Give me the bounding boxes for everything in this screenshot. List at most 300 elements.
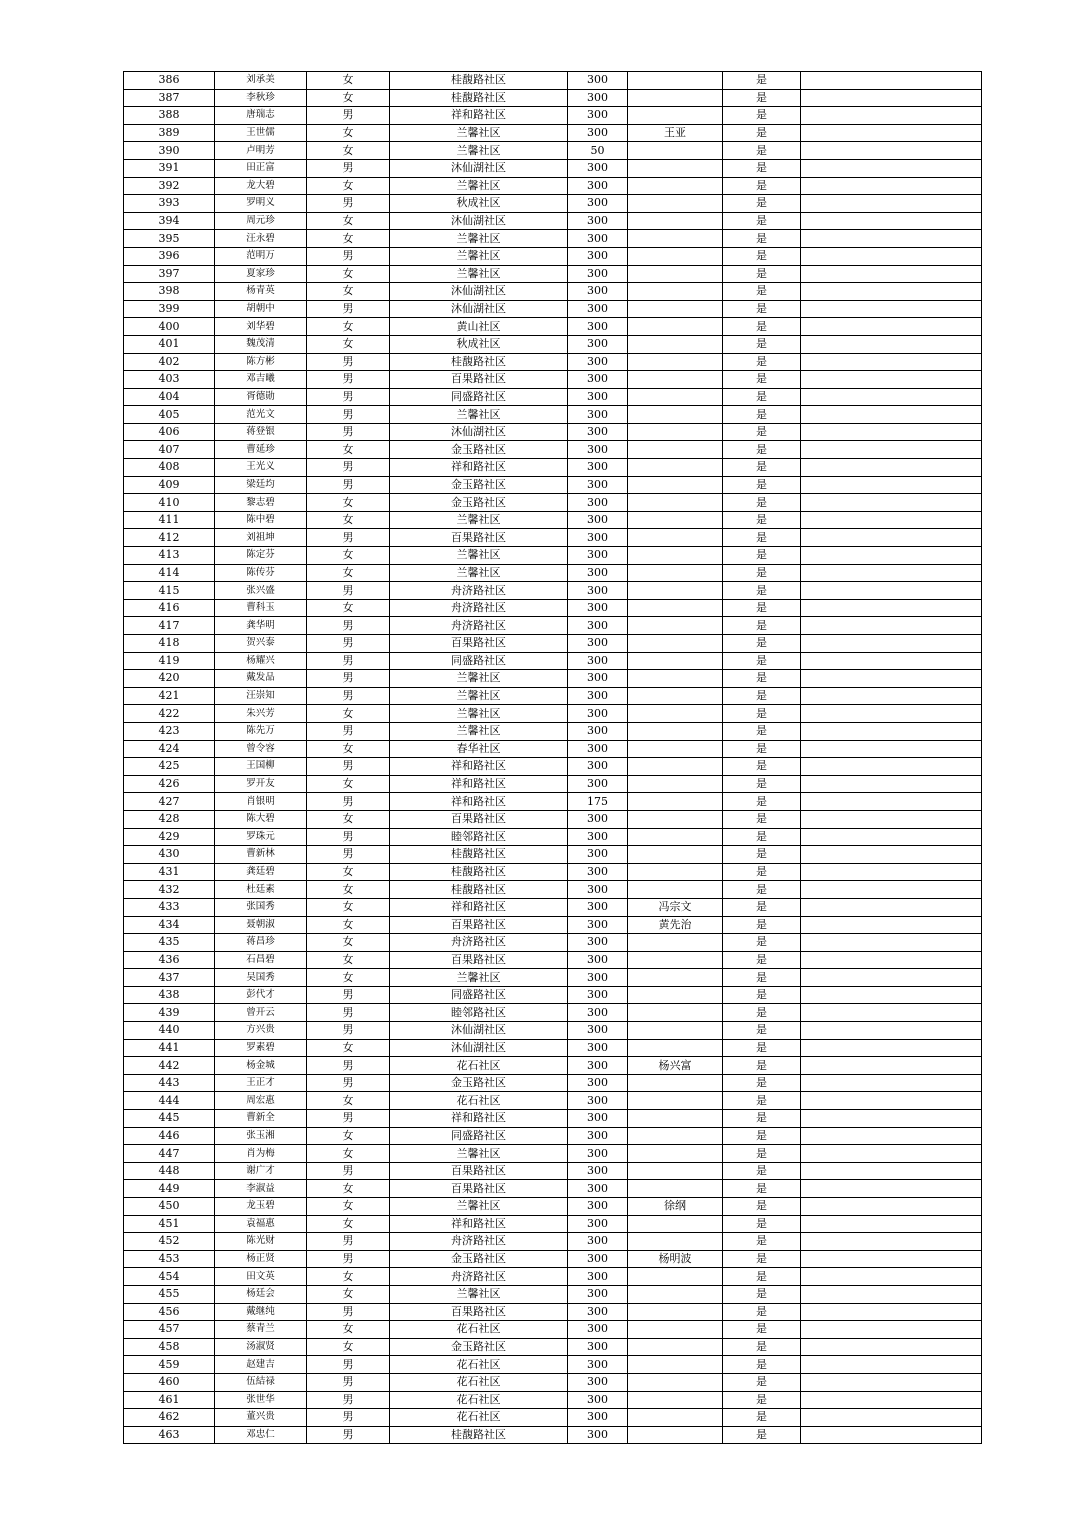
remark-cell [801, 247, 982, 265]
name-cell: 邓忠仁 [215, 1426, 307, 1444]
agent-cell [628, 793, 723, 811]
amount-cell: 300 [568, 951, 628, 969]
sex-cell: 男 [307, 1426, 390, 1444]
name-cell: 杨青英 [215, 283, 307, 301]
remark-cell [801, 1074, 982, 1092]
sex-cell: 男 [307, 1409, 390, 1427]
table-row [124, 1391, 982, 1409]
sex-cell: 男 [307, 247, 390, 265]
flag-cell: 是 [723, 705, 801, 723]
row-number-cell: 451 [124, 1215, 215, 1233]
remark-cell [801, 934, 982, 952]
amount-cell: 300 [568, 1321, 628, 1339]
community-cell: 祥和路社区 [390, 1110, 568, 1128]
agent-cell [628, 1426, 723, 1444]
sex-cell: 男 [307, 476, 390, 494]
agent-cell [628, 1092, 723, 1110]
name-cell: 汪永碧 [215, 230, 307, 248]
amount-cell: 300 [568, 1057, 628, 1075]
remark-cell [801, 740, 982, 758]
name-cell: 刘祖坤 [215, 529, 307, 547]
agent-cell [628, 1303, 723, 1321]
row-number-cell: 418 [124, 635, 215, 653]
amount-cell: 300 [568, 635, 628, 653]
agent-cell [628, 1215, 723, 1233]
amount-cell: 300 [568, 564, 628, 582]
remark-cell [801, 969, 982, 987]
table-row [124, 810, 982, 828]
agent-cell [628, 511, 723, 529]
community-cell: 沐仙湖社区 [390, 1039, 568, 1057]
table-row [124, 72, 982, 90]
amount-cell: 300 [568, 283, 628, 301]
row-number-cell: 431 [124, 863, 215, 881]
table-row [124, 476, 982, 494]
sex-cell: 女 [307, 72, 390, 90]
remark-cell [801, 599, 982, 617]
name-cell: 伍結禄 [215, 1373, 307, 1391]
flag-cell: 是 [723, 793, 801, 811]
flag-cell: 是 [723, 142, 801, 160]
row-number-cell: 413 [124, 547, 215, 565]
table-row [124, 564, 982, 582]
community-cell: 兰馨社区 [390, 247, 568, 265]
amount-cell: 300 [568, 265, 628, 283]
table-row [124, 969, 982, 987]
row-number-cell: 417 [124, 617, 215, 635]
table-row [124, 212, 982, 230]
flag-cell: 是 [723, 230, 801, 248]
amount-cell: 300 [568, 846, 628, 864]
name-cell: 曾开云 [215, 1004, 307, 1022]
amount-cell: 300 [568, 1303, 628, 1321]
community-cell: 百果路社区 [390, 529, 568, 547]
sex-cell: 女 [307, 1092, 390, 1110]
row-number-cell: 441 [124, 1039, 215, 1057]
agent-cell [628, 1285, 723, 1303]
sex-cell: 男 [307, 406, 390, 424]
agent-cell [628, 687, 723, 705]
remark-cell [801, 72, 982, 90]
row-number-cell: 437 [124, 969, 215, 987]
remark-cell [801, 617, 982, 635]
name-cell: 范光文 [215, 406, 307, 424]
row-number-cell: 432 [124, 881, 215, 899]
agent-cell: 杨兴富 [628, 1057, 723, 1075]
remark-cell [801, 265, 982, 283]
community-cell: 舟济路社区 [390, 1268, 568, 1286]
name-cell: 谢广才 [215, 1162, 307, 1180]
sex-cell: 女 [307, 124, 390, 142]
row-number-cell: 453 [124, 1250, 215, 1268]
remark-cell [801, 318, 982, 336]
sex-cell: 男 [307, 652, 390, 670]
flag-cell: 是 [723, 177, 801, 195]
name-cell: 彭代才 [215, 986, 307, 1004]
remark-cell [801, 582, 982, 600]
sex-cell: 女 [307, 1145, 390, 1163]
remark-cell [801, 863, 982, 881]
sex-cell: 男 [307, 423, 390, 441]
flag-cell: 是 [723, 511, 801, 529]
flag-cell: 是 [723, 283, 801, 301]
row-number-cell: 436 [124, 951, 215, 969]
agent-cell [628, 582, 723, 600]
name-cell: 朱兴芳 [215, 705, 307, 723]
flag-cell: 是 [723, 1215, 801, 1233]
amount-cell: 300 [568, 1198, 628, 1216]
agent-cell [628, 177, 723, 195]
name-cell: 聂朝淑 [215, 916, 307, 934]
agent-cell [628, 1338, 723, 1356]
remark-cell [801, 758, 982, 776]
amount-cell: 300 [568, 652, 628, 670]
community-cell: 舟济路社区 [390, 934, 568, 952]
flag-cell: 是 [723, 810, 801, 828]
remark-cell [801, 722, 982, 740]
row-number-cell: 388 [124, 107, 215, 125]
flag-cell: 是 [723, 687, 801, 705]
sex-cell: 女 [307, 1180, 390, 1198]
flag-cell: 是 [723, 1250, 801, 1268]
name-cell: 曾令容 [215, 740, 307, 758]
sex-cell: 女 [307, 898, 390, 916]
agent-cell [628, 881, 723, 899]
agent-cell [628, 459, 723, 477]
agent-cell [628, 159, 723, 177]
flag-cell: 是 [723, 1127, 801, 1145]
row-number-cell: 406 [124, 423, 215, 441]
name-cell: 袁福惠 [215, 1215, 307, 1233]
name-cell: 肖为梅 [215, 1145, 307, 1163]
flag-cell: 是 [723, 1180, 801, 1198]
flag-cell: 是 [723, 423, 801, 441]
row-number-cell: 390 [124, 142, 215, 160]
agent-cell [628, 388, 723, 406]
flag-cell: 是 [723, 722, 801, 740]
amount-cell: 300 [568, 934, 628, 952]
name-cell: 罗素碧 [215, 1039, 307, 1057]
sex-cell: 女 [307, 1127, 390, 1145]
agent-cell [628, 494, 723, 512]
name-cell: 陈中碧 [215, 511, 307, 529]
table-row [124, 1127, 982, 1145]
remark-cell [801, 652, 982, 670]
table-row [124, 652, 982, 670]
remark-cell [801, 353, 982, 371]
flag-cell: 是 [723, 72, 801, 90]
name-cell: 陈先万 [215, 722, 307, 740]
remark-cell [801, 459, 982, 477]
amount-cell: 300 [568, 1145, 628, 1163]
sex-cell: 女 [307, 335, 390, 353]
sex-cell: 男 [307, 828, 390, 846]
remark-cell [801, 1110, 982, 1128]
amount-cell: 300 [568, 300, 628, 318]
flag-cell: 是 [723, 758, 801, 776]
agent-cell [628, 775, 723, 793]
amount-cell: 300 [568, 72, 628, 90]
remark-cell [801, 142, 982, 160]
remark-cell [801, 793, 982, 811]
amount-cell: 300 [568, 898, 628, 916]
community-cell: 百果路社区 [390, 635, 568, 653]
row-number-cell: 420 [124, 670, 215, 688]
community-cell: 百果路社区 [390, 1180, 568, 1198]
amount-cell: 300 [568, 916, 628, 934]
community-cell: 舟济路社区 [390, 1233, 568, 1251]
name-cell: 方兴贵 [215, 1022, 307, 1040]
community-cell: 兰馨社区 [390, 564, 568, 582]
name-cell: 陈定芬 [215, 547, 307, 565]
name-cell: 王世儒 [215, 124, 307, 142]
community-cell: 花石社区 [390, 1391, 568, 1409]
table-row [124, 740, 982, 758]
name-cell: 张兴盛 [215, 582, 307, 600]
flag-cell: 是 [723, 1057, 801, 1075]
row-number-cell: 462 [124, 1409, 215, 1427]
name-cell: 王正才 [215, 1074, 307, 1092]
row-number-cell: 434 [124, 916, 215, 934]
row-number-cell: 454 [124, 1268, 215, 1286]
table-row [124, 1162, 982, 1180]
community-cell: 黄山社区 [390, 318, 568, 336]
flag-cell: 是 [723, 459, 801, 477]
table-row [124, 722, 982, 740]
sex-cell: 女 [307, 1215, 390, 1233]
sex-cell: 女 [307, 599, 390, 617]
amount-cell: 300 [568, 775, 628, 793]
row-number-cell: 404 [124, 388, 215, 406]
sex-cell: 男 [307, 793, 390, 811]
table-row [124, 687, 982, 705]
sex-cell: 男 [307, 1057, 390, 1075]
agent-cell [628, 863, 723, 881]
sex-cell: 女 [307, 212, 390, 230]
sex-cell: 女 [307, 1321, 390, 1339]
sex-cell: 男 [307, 687, 390, 705]
agent-cell [628, 740, 723, 758]
remark-cell [801, 1162, 982, 1180]
flag-cell: 是 [723, 318, 801, 336]
table-row [124, 406, 982, 424]
amount-cell: 300 [568, 582, 628, 600]
community-cell: 睦邻路社区 [390, 1004, 568, 1022]
row-number-cell: 452 [124, 1233, 215, 1251]
name-cell: 曹新林 [215, 846, 307, 864]
table-row [124, 1004, 982, 1022]
remark-cell [801, 1004, 982, 1022]
table-row [124, 1303, 982, 1321]
name-cell: 蒋昌珍 [215, 934, 307, 952]
row-number-cell: 395 [124, 230, 215, 248]
flag-cell: 是 [723, 564, 801, 582]
community-cell: 同盛路社区 [390, 986, 568, 1004]
row-number-cell: 449 [124, 1180, 215, 1198]
remark-cell [801, 687, 982, 705]
flag-cell: 是 [723, 1145, 801, 1163]
agent-cell [628, 846, 723, 864]
community-cell: 祥和路社区 [390, 898, 568, 916]
flag-cell: 是 [723, 969, 801, 987]
sex-cell: 女 [307, 547, 390, 565]
flag-cell: 是 [723, 1004, 801, 1022]
name-cell: 陈大碧 [215, 810, 307, 828]
agent-cell [628, 247, 723, 265]
table-row [124, 124, 982, 142]
sex-cell: 男 [307, 353, 390, 371]
remark-cell [801, 810, 982, 828]
remark-cell [801, 1250, 982, 1268]
agent-cell [628, 1145, 723, 1163]
community-cell: 沐仙湖社区 [390, 1022, 568, 1040]
name-cell: 龙大碧 [215, 177, 307, 195]
amount-cell: 300 [568, 617, 628, 635]
agent-cell [628, 1004, 723, 1022]
sex-cell: 女 [307, 810, 390, 828]
row-number-cell: 444 [124, 1092, 215, 1110]
sex-cell: 女 [307, 916, 390, 934]
sex-cell: 男 [307, 1110, 390, 1128]
flag-cell: 是 [723, 635, 801, 653]
sex-cell: 男 [307, 1373, 390, 1391]
flag-cell: 是 [723, 828, 801, 846]
remark-cell [801, 564, 982, 582]
agent-cell [628, 265, 723, 283]
agent-cell [628, 564, 723, 582]
name-cell: 张玉湘 [215, 1127, 307, 1145]
amount-cell: 300 [568, 1338, 628, 1356]
amount-cell: 300 [568, 107, 628, 125]
table-row [124, 89, 982, 107]
agent-cell: 徐纲 [628, 1198, 723, 1216]
amount-cell: 300 [568, 1162, 628, 1180]
agent-cell [628, 1127, 723, 1145]
community-cell: 兰馨社区 [390, 969, 568, 987]
table-row [124, 1285, 982, 1303]
row-number-cell: 421 [124, 687, 215, 705]
amount-cell: 300 [568, 1215, 628, 1233]
community-cell: 金玉路社区 [390, 441, 568, 459]
remark-cell [801, 195, 982, 213]
agent-cell [628, 652, 723, 670]
agent-cell [628, 547, 723, 565]
flag-cell: 是 [723, 159, 801, 177]
agent-cell [628, 705, 723, 723]
remark-cell [801, 705, 982, 723]
sex-cell: 女 [307, 1039, 390, 1057]
community-cell: 兰馨社区 [390, 230, 568, 248]
agent-cell [628, 353, 723, 371]
name-cell: 蒋登银 [215, 423, 307, 441]
row-number-cell: 409 [124, 476, 215, 494]
roster-table [123, 71, 982, 1444]
sex-cell: 男 [307, 1233, 390, 1251]
table-row [124, 863, 982, 881]
sex-cell: 女 [307, 511, 390, 529]
row-number-cell: 389 [124, 124, 215, 142]
community-cell: 兰馨社区 [390, 1198, 568, 1216]
row-number-cell: 391 [124, 159, 215, 177]
sex-cell: 男 [307, 107, 390, 125]
agent-cell [628, 599, 723, 617]
remark-cell [801, 1356, 982, 1374]
agent-cell [628, 828, 723, 846]
flag-cell: 是 [723, 300, 801, 318]
community-cell: 兰馨社区 [390, 670, 568, 688]
table-row [124, 1198, 982, 1216]
flag-cell: 是 [723, 1233, 801, 1251]
flag-cell: 是 [723, 547, 801, 565]
amount-cell: 300 [568, 1250, 628, 1268]
table-row [124, 1356, 982, 1374]
row-number-cell: 455 [124, 1285, 215, 1303]
row-number-cell: 414 [124, 564, 215, 582]
name-cell: 杨耀兴 [215, 652, 307, 670]
name-cell: 陈光财 [215, 1233, 307, 1251]
remark-cell [801, 476, 982, 494]
flag-cell: 是 [723, 195, 801, 213]
name-cell: 杨金城 [215, 1057, 307, 1075]
table-row [124, 828, 982, 846]
community-cell: 桂馥路社区 [390, 1426, 568, 1444]
amount-cell: 300 [568, 353, 628, 371]
community-cell: 秋成社区 [390, 335, 568, 353]
community-cell: 百果路社区 [390, 1303, 568, 1321]
name-cell: 汪崇知 [215, 687, 307, 705]
agent-cell [628, 986, 723, 1004]
remark-cell [801, 371, 982, 389]
row-number-cell: 410 [124, 494, 215, 512]
name-cell: 刘承美 [215, 72, 307, 90]
amount-cell: 300 [568, 195, 628, 213]
table-row [124, 388, 982, 406]
name-cell: 吴国秀 [215, 969, 307, 987]
flag-cell: 是 [723, 652, 801, 670]
amount-cell: 300 [568, 406, 628, 424]
agent-cell [628, 1022, 723, 1040]
amount-cell: 300 [568, 1092, 628, 1110]
agent-cell [628, 1074, 723, 1092]
community-cell: 花石社区 [390, 1092, 568, 1110]
row-number-cell: 424 [124, 740, 215, 758]
agent-cell [628, 300, 723, 318]
row-number-cell: 440 [124, 1022, 215, 1040]
remark-cell [801, 283, 982, 301]
flag-cell: 是 [723, 529, 801, 547]
row-number-cell: 422 [124, 705, 215, 723]
name-cell: 王国柳 [215, 758, 307, 776]
row-number-cell: 402 [124, 353, 215, 371]
name-cell: 张世华 [215, 1391, 307, 1409]
remark-cell [801, 1285, 982, 1303]
sex-cell: 女 [307, 265, 390, 283]
remark-cell [801, 898, 982, 916]
row-number-cell: 438 [124, 986, 215, 1004]
sex-cell: 女 [307, 705, 390, 723]
remark-cell [801, 230, 982, 248]
flag-cell: 是 [723, 934, 801, 952]
sex-cell: 男 [307, 529, 390, 547]
name-cell: 田正富 [215, 159, 307, 177]
table-row [124, 951, 982, 969]
sex-cell: 女 [307, 1268, 390, 1286]
table-row [124, 1426, 982, 1444]
flag-cell: 是 [723, 124, 801, 142]
table-row [124, 1373, 982, 1391]
remark-cell [801, 159, 982, 177]
row-number-cell: 448 [124, 1162, 215, 1180]
